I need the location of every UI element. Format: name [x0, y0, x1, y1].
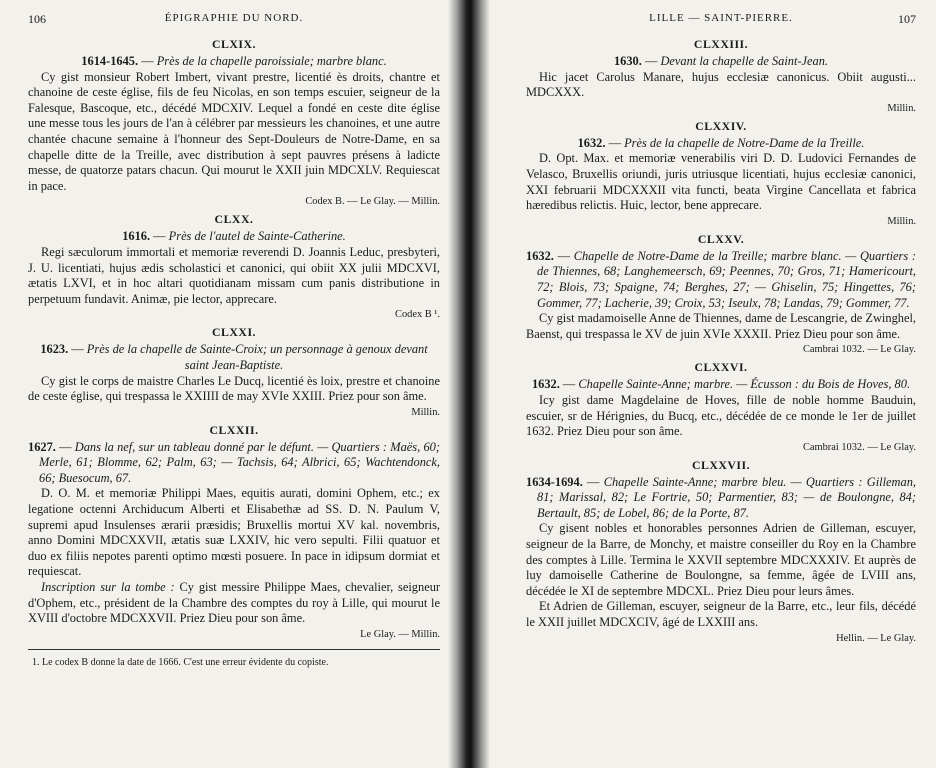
entry-tomb-inscription: Cy gist messire Philippe Maes, chevalier, seigneur d'Ophem, etc., président de la Chambre des comptes du roy à Lille, qui mourut le XVIII d'octobre MDCXXVII. Priez Dieu pour son âme. — [28, 580, 441, 626]
entry-source: Cambrai 1032. — Le Glay. — [802, 441, 916, 453]
entry-source: Cambrai 1032. — Le Glay. — [802, 344, 916, 356]
entry-location: Près de l'autel de Sainte-Catherine. — [168, 229, 346, 244]
entry-text: Regi sæculorum immortali et memoriæ reverendi D. Joannis Leduc, presbyteri, J. U. licentiati, hujus ædis scholastici et canonici, qui obiit XX julii MDCXVI, ætatis LXVI, et in hoc altari quotidianam missam cum panis distributione in perpetuum fundavit. Animæ, pie lector, apprecare. — [28, 244, 440, 306]
left-page — [0, 0, 452, 768]
inscription-entry — [28, 423, 440, 642]
entry-heading: 1632. — Chapelle Sainte-Anne; marbre. — Écusson : du Bois de Hoves, 80. — [531, 377, 911, 392]
entry-date: 1614-1645. — [81, 54, 139, 68]
inscription-entry — [28, 37, 440, 209]
footnote: 1. Le codex B donne la date de 1666. C'est une erreur évidente du copiste. — [32, 656, 329, 668]
entry-heading: 1630. — Devant la chapelle de Saint-Jean. — [613, 54, 829, 68]
entry-source: Millin. — [887, 215, 916, 227]
entry-number: CLXXII. — [209, 422, 259, 437]
entry-text: Icy gist dame Magdelaine de Hoves, fille de noble homme Bauduin, escuier, sr de Hérignies, du Bucq, etc., décédée de ce monde le 1er de juillet 1632. Priez Dieu pour son âme. — [526, 392, 916, 439]
footnote-divider — [28, 649, 440, 650]
entry-source: Millin. — [411, 406, 440, 418]
right-page-header — [526, 12, 916, 34]
entry-number: CLXXIV. — [695, 118, 747, 133]
entry-source: Codex B ¹. — [395, 309, 440, 321]
entry-text-continued: Et Adrien de Gilleman, escuyer, seigneur de la Barre, etc., leur fils, décédé le XXII juillet MDCXCIV, âgé de LXXIII ans. — [526, 599, 916, 630]
entry-number: CLXXV. — [697, 231, 745, 246]
entry-location: Chapelle Sainte-Anne; marbre bleu. — Quartiers : Gilleman, 81; Marissal, 82; Le Fortrie, 50; Parmentier, 83; — de Boulongne, 84; Bertault, 85; de Lobel, 86; de la Porte, 87. — [537, 474, 916, 520]
entry-date: 1632. — [577, 135, 606, 150]
entry-heading: 1632. — Chapelle de Notre-Dame de la Treille; marbre blanc. — Quartiers : de Thiennes, 68; Langhemeersch, 69; Peennes, 70; Gros, 71; Hamericourt, 72; Blois, 73; Spaigne, 74; Berghes, 27; — Ghiselin, 75; Hingettes, 76; Gommer, 77; Lacherie, 39; Croix, 53; Iseulx, 78; Landas, 79; Gommer, 77. — [526, 248, 916, 310]
entry-number: CLXXVI. — [694, 360, 748, 375]
entry-date: 1623. — [40, 342, 69, 357]
entry-location: Près de la chapelle paroissiale; marbre blanc. — [156, 54, 387, 68]
inscription-entry — [526, 37, 916, 116]
inscription-entry — [526, 232, 916, 358]
entry-heading: 1623. — Près de la chapelle de Sainte-Croix; un personnage à genoux devant saint Jean-Baptiste. — [40, 342, 428, 372]
entry-source: Hellin. — Le Glay. — [836, 632, 916, 644]
running-title: LILLE — SAINT-PIERRE. — [649, 12, 793, 24]
entry-number: CLXXVII. — [691, 457, 751, 472]
entry-location: Chapelle de Notre-Dame de la Treille; marbre blanc. — Quartiers : de Thiennes, 68; Langhemeersch, 69; Peennes, 70; Gros, 71; Hamericourt, 72; Blois, 73; Spaigne, 74; Berghes, 27; — Ghiselin, 75; Hingettes, 76; Gommer, 77; Lacherie, 39; Croix, 53; Iseulx, 78; Landas, 79; Gommer, 77. — [537, 248, 916, 310]
entry-heading: 1627. — Dans la nef, sur un tableau donné par le défunt. — Quartiers : Maës, 60; Merle, 61; Blomme, 62; Palm, 63; — Tachsis, 64; Albrici, 65; Wachtendonck, 66; Buesocum, 67. — [28, 439, 440, 485]
entry-number: CLXX. — [214, 212, 254, 227]
left-page-header — [28, 12, 440, 34]
entry-date: 1632. — [526, 248, 554, 263]
entry-number: CLXIX. — [212, 37, 256, 51]
right-page — [486, 0, 936, 768]
entry-location: Près de la chapelle de Notre-Dame de la Treille. — [624, 135, 865, 150]
entry-source: Millin. — [887, 102, 916, 114]
inscription-entry — [526, 119, 916, 229]
book-gutter — [448, 0, 490, 768]
inscription-entry — [526, 360, 916, 454]
entry-text: Hic jacet Carolus Manare, hujus ecclesiæ canonicus. Obiit augusti... MDCXXX. — [526, 69, 916, 100]
entry-date: 1632. — [531, 377, 560, 392]
inscription-entry — [526, 458, 916, 646]
page-number: 106 — [28, 12, 46, 26]
page-number: 107 — [898, 12, 916, 26]
entry-heading: 1614-1645. — Près de la chapelle paroissiale; marbre blanc. — [81, 54, 387, 68]
entry-date: 1634-1694. — [526, 474, 583, 489]
entry-text: Cy gist le corps de maistre Charles Le Ducq, licentié ès loix, prestre et chanoine de ceste église, qui trespassa le XXIIII de may XVIe XXIII. Priez pour son âme. — [28, 373, 440, 404]
entry-source: Le Glay. — Millin. — [360, 628, 440, 640]
entry-text: Cy gist madamoiselle Anne de Thiennes, dame de Lescangrie, de Zwinghel, Baenst, qui trespassa le XV de juin XVIe XXXII. Priez Dieu pour son âme. — [526, 311, 916, 341]
entry-source: Codex B. — Le Glay. — Millin. — [305, 196, 440, 208]
entry-date: 1627. — [28, 439, 56, 454]
inscription-entry — [28, 212, 440, 322]
entry-location: Devant la chapelle de Saint-Jean. — [660, 54, 829, 68]
entry-heading: 1616. — Près de l'autel de Sainte-Catherine. — [122, 229, 346, 244]
entry-text: Cy gist monsieur Robert Imbert, vivant prestre, licentié ès droits, chantre et chanoine de ceste église, fils de feu Nicolas, en son temps escuier, seigneur de la Falesque, Bascoque, etc., décédé MDCXIV. Lequel a fondé en ceste dite église une messe tous les jours de l'an à célébrer par messieurs les chanoines, et une autre chantée chacune semaine à l'honneur des Sept-Douleurs de Notre-Dame, en sa chapelle ditte de la Treille, avec distribution à sept pauvres présens à ladicte messe, de quatorze patars chacun. Qui mourut le XXII juin MDCXLV. Requiescat in pace. — [28, 69, 440, 193]
entry-text: Cy gisent nobles et honorables personnes Adrien de Gilleman, escuyer, seigneur de la Barre, de Monchy, et maistre conseiller du Roy en la Chambre des comptes à Lille. Termina le XXVII septembre MDCXXXIV. Et auprès de luy damoiselle Catherine de Boulongne, sa femme, âgée de LVIII ans, décédée le XI de septembre MDCXL. Priez Dieu pour leurs âmes. — [526, 521, 916, 598]
entry-location: Chapelle Sainte-Anne; marbre. — Écusson : du Bois de Hoves, 80. — [578, 377, 911, 392]
entry-date: 1630. — [613, 54, 642, 68]
entry-location: Dans la nef, sur un tableau donné par le défunt. — Quartiers : Maës, 60; Merle, 61; Blomme, 62; Palm, 63; — Tachsis, 64; Albrici, 65; Wachtendonck, 66; Buesocum, 67. — [39, 439, 440, 485]
entry-number: CLXXIII. — [693, 37, 749, 51]
entry-heading: 1632. — Près de la chapelle de Notre-Dame de la Treille. — [577, 135, 865, 150]
entry-number: CLXXI. — [212, 325, 256, 340]
inscription-entry — [28, 325, 440, 419]
entry-text: D. Opt. Max. et memoriæ venerabilis viri D. D. Ludovici Fernandes de Velasco, Bruxellis oriundi, juris utriusque licentiati, hujus ecclesiæ canonici, XXI februarii MDCXXXII vita functi, beata Virgine Cancellata et fabrica hæredibus relictis. Huic, lector, bene apprecare. — [526, 151, 916, 213]
entry-date: 1616. — [122, 229, 151, 244]
entry-heading: 1634-1694. — Chapelle Sainte-Anne; marbre bleu. — Quartiers : Gilleman, 81; Marissal, 82; Le Fortrie, 50; Parmentier, 83; — de Boulongne, 84; Bertault, 85; de Lobel, 86; de la Porte, 87. — [526, 474, 916, 520]
entry-text: D. O. M. et memoriæ Philippi Maes, equitis aurati, domini Ophem, etc.; ex legatione octenni Archiducum Alberti et Elisabethæ ad SS. D. N. Paulum V, supremi apud Insulenses ærarii præsidis; Bruxellis mortui XV kal. novembris, anno Domini MDCXXVII, ætatis suæ LXXIV, hic vero sepulti. Filii quatuor et duo ex filiis nepotes parenti optimo mœsti posuere. In pace in idipsum dormiat et requiescat. — [28, 486, 440, 579]
running-title: ÉPIGRAPHIE DU NORD. — [164, 12, 304, 24]
entry-tomb-text — [28, 580, 440, 627]
entry-location: Près de la chapelle de Sainte-Croix; un personnage à genoux devant saint Jean-Baptiste. — [86, 342, 428, 372]
entry-tomb-label: Inscription sur la tombe : — [41, 580, 175, 595]
